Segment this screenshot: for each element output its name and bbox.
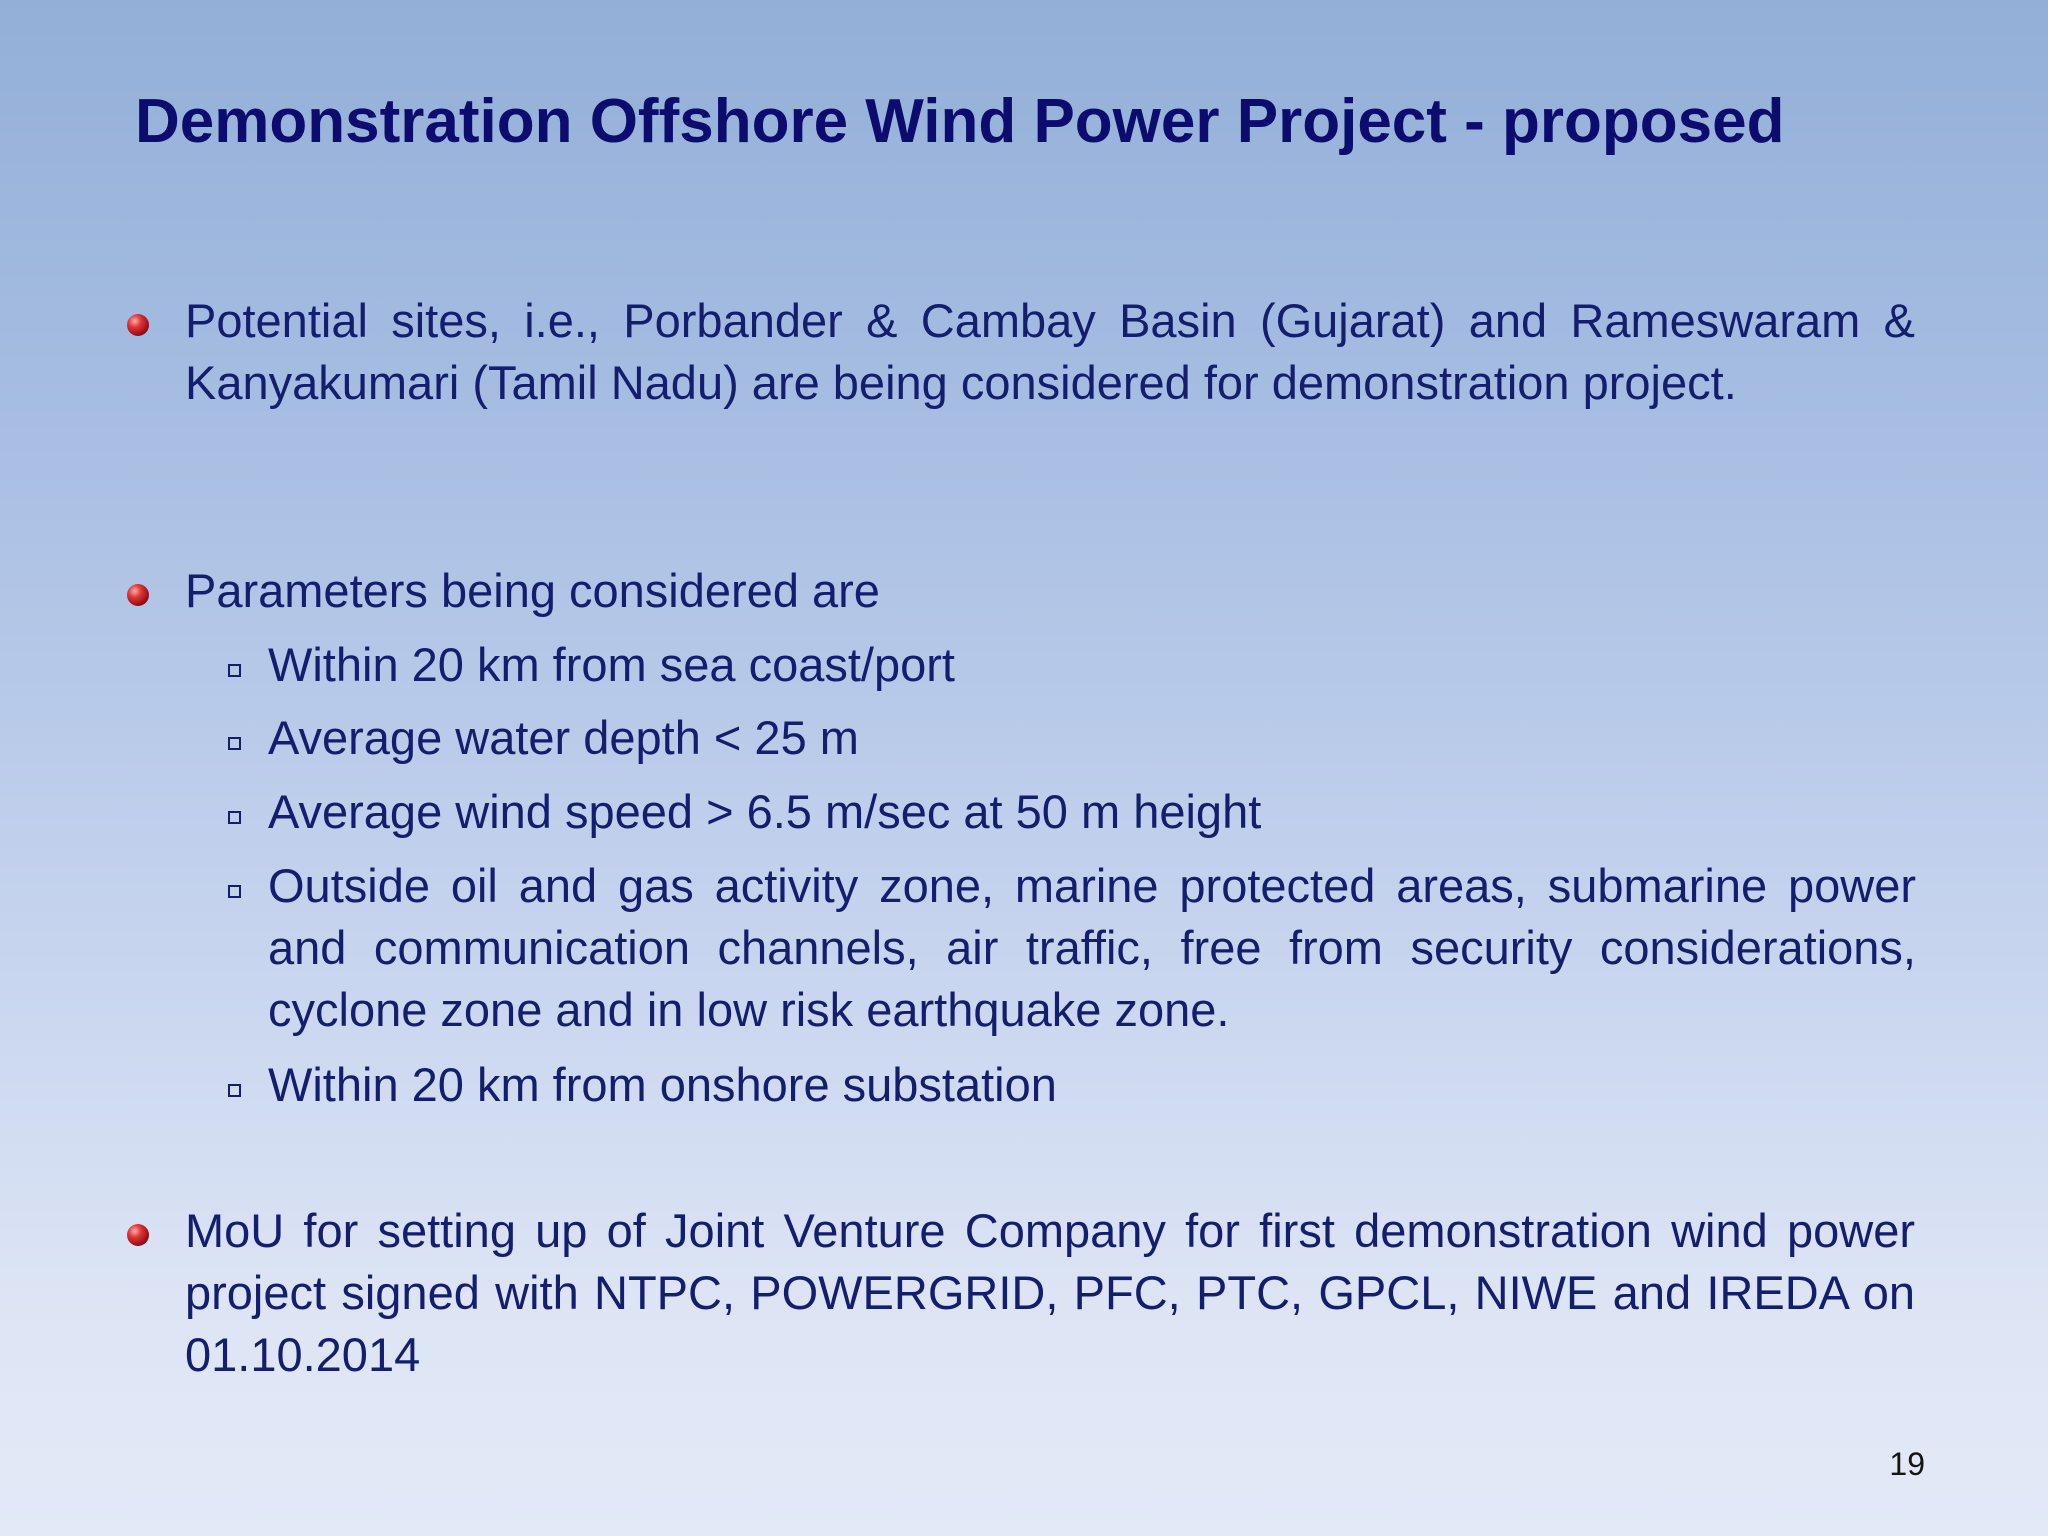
sub-item-text: Within 20 km from onshore substation [268, 1058, 1057, 1111]
sub-item-text: Average wind speed > 6.5 m/sec at 50 m height [268, 785, 1262, 838]
square-bullet-icon [228, 885, 241, 898]
sub-list-item [226, 707, 1916, 769]
sub-list-item [226, 634, 1916, 696]
sub-item-text: Within 20 km from sea coast/port [268, 638, 955, 691]
sub-item-text: Average water depth < 25 m [268, 711, 859, 764]
page-number: 19 [1889, 1446, 1925, 1482]
sub-item-text: Outside oil and gas activity zone, marine protected areas, submarine power and communication channels, air traffic, free from security considerations, cyclone zone and in low risk earthquake zone. [268, 859, 1916, 1036]
red-ball-bullet-icon [127, 1224, 149, 1246]
bullet-item-parameters [125, 560, 1915, 622]
bullet-item-potential-sites [125, 290, 1915, 414]
square-bullet-icon [228, 664, 241, 677]
square-bullet-icon [228, 1084, 241, 1097]
sub-list-item [226, 781, 1916, 843]
red-ball-bullet-icon [127, 584, 149, 606]
square-bullet-icon [228, 737, 241, 750]
sub-list-item [226, 1054, 1916, 1116]
sub-list-item [226, 855, 1916, 1041]
red-ball-bullet-icon [127, 314, 149, 336]
bullet-text: Parameters being considered are [185, 564, 880, 617]
bullet-text: Potential sites, i.e., Porbander & Cambay Basin (Gujarat) and Rameswaram & Kanyakumari (Tamil Nadu) are being considered for demonstration project. [185, 294, 1915, 409]
square-bullet-icon [228, 811, 241, 824]
slide-title: Demonstration Offshore Wind Power Project - proposed [135, 87, 1785, 156]
bullet-text: MoU for setting up of Joint Venture Company for first demonstration wind power project signed with NTPC, POWERGRID, PFC, PTC, GPCL, NIWE and IREDA on 01.10.2014 [185, 1204, 1915, 1381]
bullet-item-mou [125, 1200, 1915, 1386]
